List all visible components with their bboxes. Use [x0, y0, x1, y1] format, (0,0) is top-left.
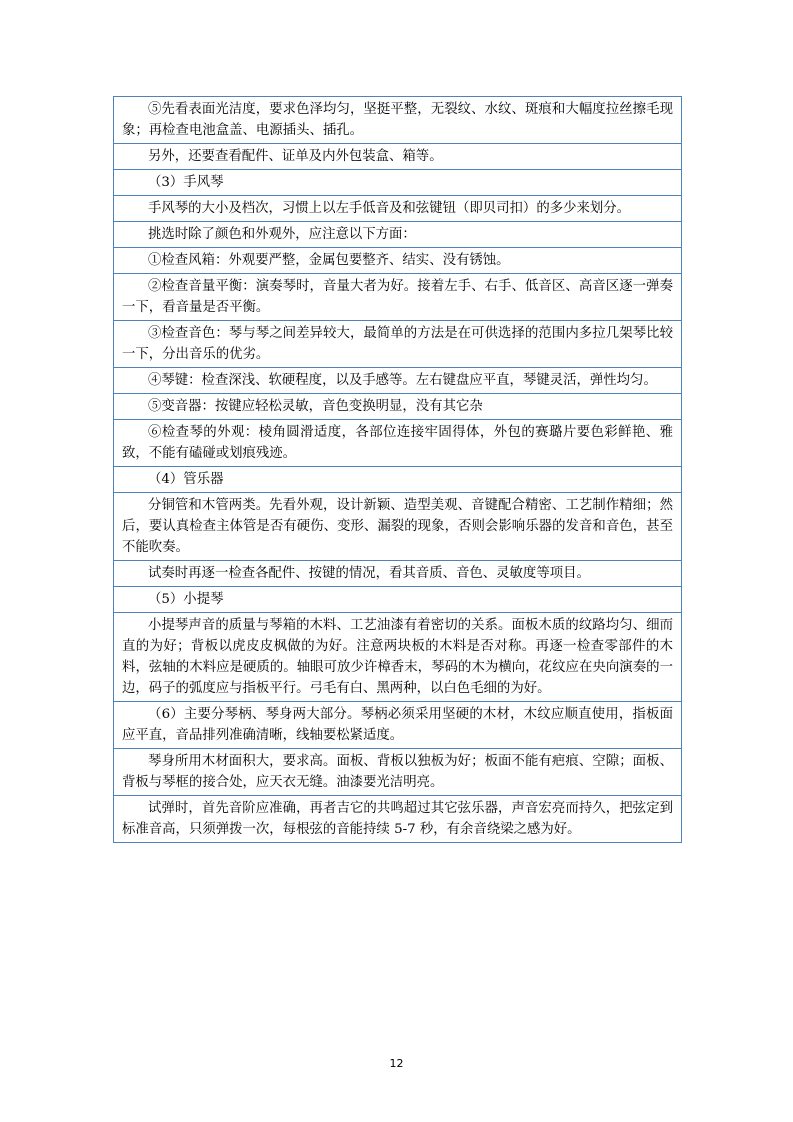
table-row: ⑤变音器：按键应轻松灵敏，音色变换明显，没有其它杂 — [114, 393, 681, 419]
table-row: 琴身所用木材面积大，要求高。面板、背板以独板为好；板面不能有疤痕、空隙；面板、背板与琴框的接合处，应天衣无缝。油漆要光洁明亮。 — [114, 748, 681, 795]
table-row: ③检查音色：琴与琴之间差异较大，最简单的方法是在可供选择的范围内多拉几架琴比较一下，分出音乐的优劣。 — [114, 320, 681, 367]
table-row: 分铜管和木管两类。先看外观，设计新颖、造型美观、音键配合精密、工艺制作精细；然后，要认真检查主体管是否有硬伤、变形、漏裂的现象，否则会影响乐器的发音和音色，甚至不能吹奏。 — [114, 492, 681, 560]
table-row: 小提琴声音的质量与琴箱的木料、工艺油漆有着密切的关系。面板木质的纹路均匀、细而直的为好；背板以虎皮皮枫做的为好。注意两块板的木料是否对称。再逐一检查零部件的木料，弦轴的木料应是硬质的。轴眼可放少许樟香末，琴码的木为横向，花纹应在央向演奏的一边，码子的弧度应与指板平行。弓毛有白、黑两种，以白色毛细的为好。 — [114, 612, 681, 701]
table-row: （6）主要分琴柄、琴身两大部分。琴柄必须采用坚硬的木材，木纹应顺直使用，指板面应平直，音品排列准确清晰，线轴要松紧适度。 — [114, 701, 681, 748]
table-row: 试奏时再逐一检查各配件、按键的情况，看其音质、音色、灵敏度等项目。 — [114, 560, 681, 586]
table-row: 试弹时，首先音阶应准确，再者吉它的共鸣超过其它弦乐器，声音宏亮而持久，把弦定到标准音高，只须弹拨一次，每根弦的音能持续 5-7 秒，有余音绕梁之感为好。 — [114, 795, 681, 842]
section-heading: （3）手风琴 — [114, 169, 681, 195]
section-heading: （5）小提琴 — [114, 586, 681, 612]
section-heading: （4）管乐器 — [114, 466, 681, 492]
table-row: 另外，还要查看配件、证单及内外包装盒、箱等。 — [114, 143, 681, 169]
table-row: ⑥检查琴的外观：棱角圆滑适度，各部位连接牢固得体，外包的赛璐片要色彩鲜艳、雅致，不能有磕碰或划痕残迹。 — [114, 419, 681, 466]
table-row: ⑤先看表面光洁度，要求色泽均匀，坚挺平整，无裂纹、水纹、斑痕和大幅度拉丝擦毛现象；再检查电池盒盖、电源插头、插孔。 — [122, 102, 673, 138]
table-row: 手风琴的大小及档次，习惯上以左手低音及和弦键钮（即贝司扣）的多少来划分。 — [114, 195, 681, 221]
table-row: ④琴键：检查深浅、软硬程度，以及手感等。左右键盘应平直，琴键灵活，弹性均匀。 — [114, 367, 681, 393]
table-row: ②检查音量平衡：演奏琴时，音量大者为好。接着左手、右手、低音区、高音区逐一弹奏一下，看音量是否平衡。 — [114, 273, 681, 320]
table-row: ①检查风箱：外观要严整，金属包要整齐、结实、没有锈蚀。 — [114, 247, 681, 273]
content-table — [113, 96, 682, 843]
table-row: 挑选时除了颜色和外观外，应注意以下方面： — [114, 221, 681, 247]
page-number: 12 — [389, 1057, 404, 1070]
